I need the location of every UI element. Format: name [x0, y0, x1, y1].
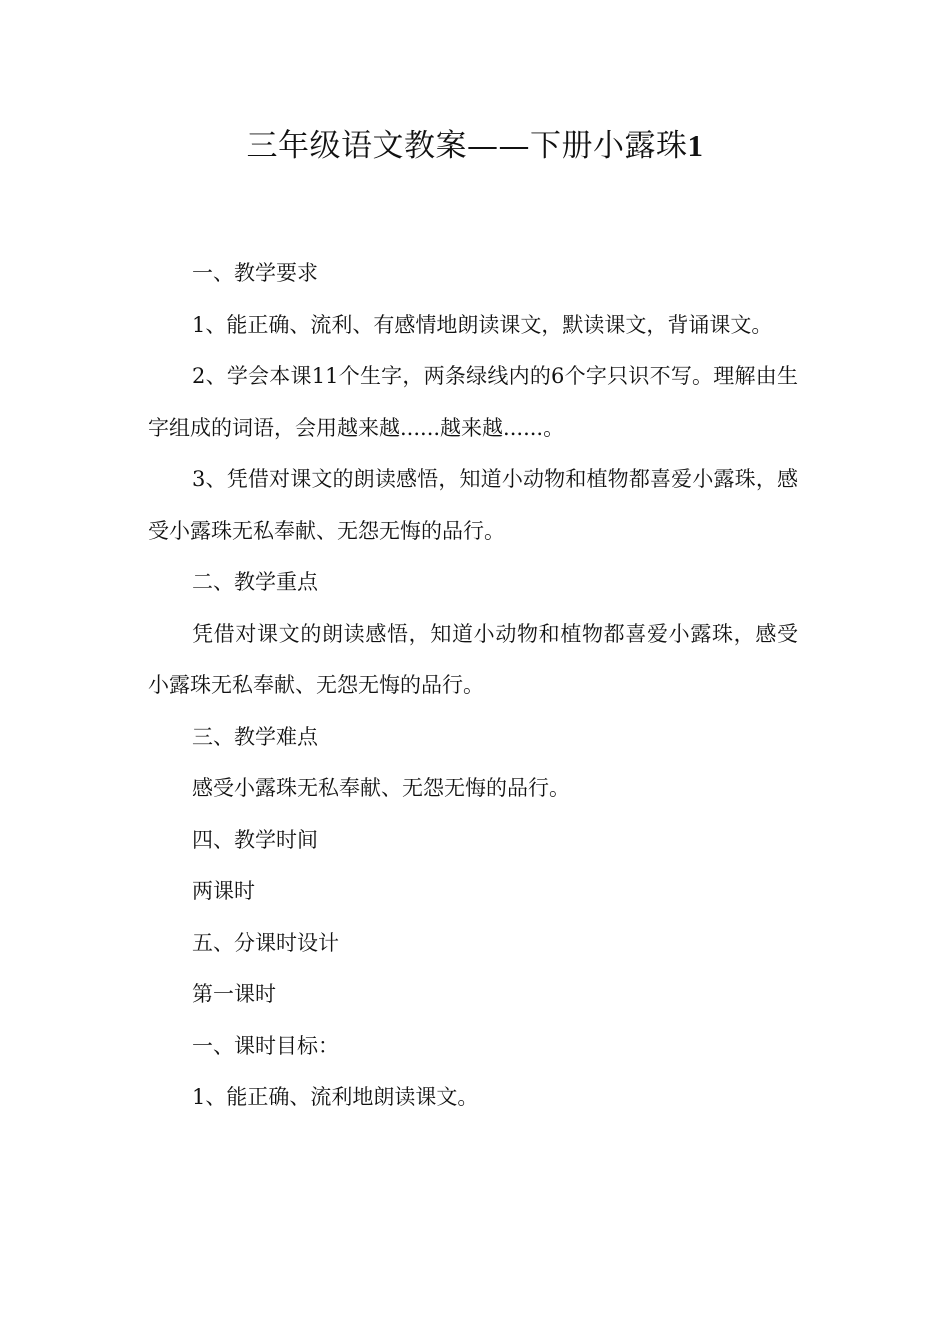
section-heading: 二、教学重点 — [192, 570, 318, 594]
paragraph: 两课时 — [192, 879, 255, 903]
title-number: 1 — [687, 128, 704, 163]
section-heading: 五、分课时设计 — [192, 930, 339, 955]
section-heading: 三、教学难点 — [192, 724, 318, 749]
paragraph: 1、能正确、流利、有感情地朗读课文，默读课文，背诵课文。 — [192, 312, 773, 337]
section-heading: 一、教学要求 — [192, 261, 318, 285]
paragraph: 一、课时目标： — [192, 1033, 339, 1058]
document-body — [148, 248, 798, 1124]
paragraph: 凭借对课文的朗读感悟，知道小动物和植物都喜爱小露珠，感受小露珠无私奉献、无怨无悔的品行。 — [148, 621, 798, 697]
paragraph: 1、能正确、流利地朗读课文。 — [192, 1085, 479, 1109]
paragraph: 感受小露珠无私奉献、无怨无悔的品行。 — [192, 776, 570, 800]
title-text: 三年级语文教案——下册小露珠 — [246, 128, 688, 164]
paragraph: 第一课时 — [192, 982, 276, 1006]
section-heading: 四、教学时间 — [192, 827, 318, 852]
document-title — [0, 124, 950, 168]
paragraph: 2、学会本课11个生字，两条绿线内的6个字只识不写。理解由生字组成的词语，会用越来越......越来越......。 — [148, 364, 798, 440]
paragraph: 3、凭借对课文的朗读感悟，知道小动物和植物都喜爱小露珠，感受小露珠无私奉献、无怨无悔的品行。 — [148, 467, 798, 543]
